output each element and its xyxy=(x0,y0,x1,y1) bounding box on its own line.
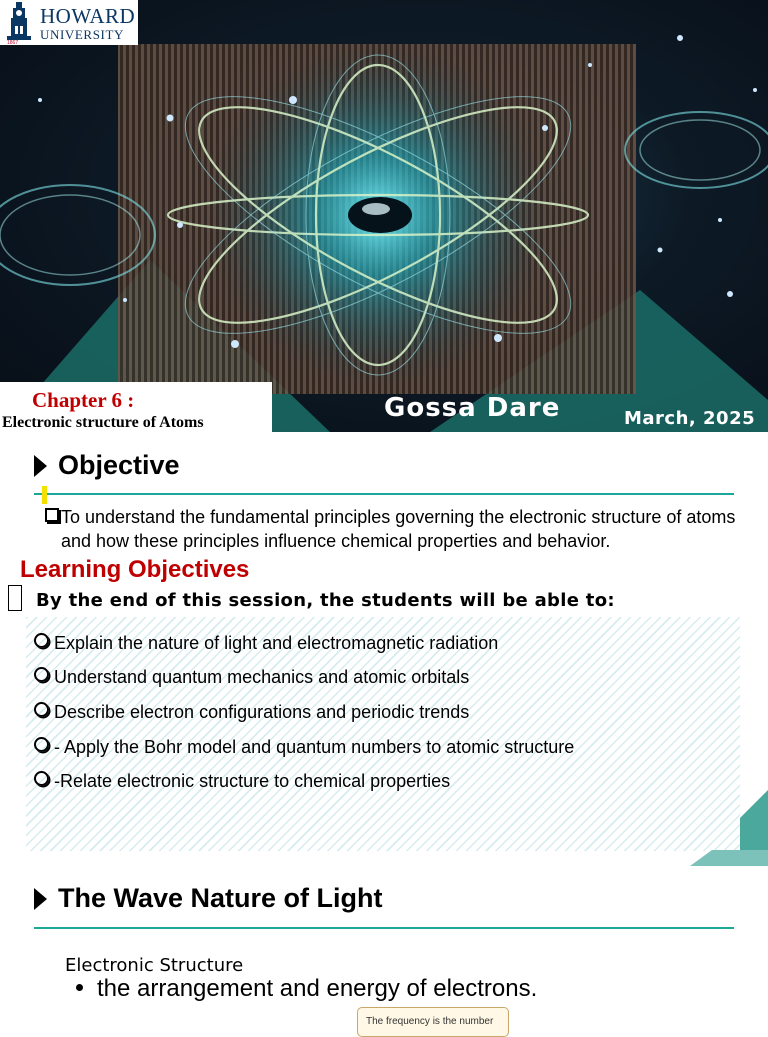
learning-objectives-intro: By the end of this session, the students will be able to: xyxy=(36,590,615,611)
circle-bullet-icon xyxy=(34,633,49,648)
chapter-subtitle: Electronic structure of Atoms xyxy=(2,414,204,431)
circle-bullet-icon xyxy=(34,771,49,786)
square-bullet-icon xyxy=(45,508,59,522)
tower-icon xyxy=(4,0,44,44)
circle-bullet-icon xyxy=(34,737,49,752)
chapter-title: Chapter 6 : xyxy=(32,388,135,412)
objective-heading: Objective xyxy=(58,450,180,480)
university-logo xyxy=(0,0,138,45)
atom-artwork xyxy=(0,0,768,432)
logo-line-2: UNIVERSITY xyxy=(40,27,124,42)
presenter-name: Gossa Dare xyxy=(384,393,561,423)
highlight-marker xyxy=(42,486,47,504)
corner-decoration xyxy=(690,790,768,866)
objective-item: -Relate electronic structure to chemical properties xyxy=(54,771,451,791)
objective-item: - Apply the Bohr model and quantum numbers to atomic structure xyxy=(54,737,575,757)
missing-glyph-icon xyxy=(8,585,22,611)
objective-item: Describe electron configurations and periodic trends xyxy=(54,702,470,722)
wave-divider xyxy=(34,927,734,929)
objective-divider xyxy=(34,493,734,495)
circle-bullet-icon xyxy=(34,667,49,682)
frequency-callout: The frequency is the number xyxy=(357,1007,509,1037)
electronic-structure-label: Electronic Structure xyxy=(65,955,244,976)
bullet-dot-icon xyxy=(76,984,83,991)
objective-item: Explain the nature of light and electromagnetic radiation xyxy=(54,633,499,653)
heading-arrow-icon xyxy=(34,888,47,910)
chapter-box xyxy=(0,382,272,432)
logo-line-1: HOWARD xyxy=(40,4,136,28)
logo-year: 1867 xyxy=(7,40,19,46)
title-slide xyxy=(0,0,768,432)
objective-item: Understand quantum mechanics and atomic orbitals xyxy=(54,667,470,687)
objective-text: To understand the fundamental principles governing the electronic structure of atoms and how these principles influence chemical properties and behavior. xyxy=(61,507,736,551)
heading-arrow-icon xyxy=(34,455,47,477)
wave-heading: The Wave Nature of Light xyxy=(58,883,383,913)
learning-objectives-title: Learning Objectives xyxy=(20,556,250,583)
electronic-structure-definition: the arrangement and energy of electrons. xyxy=(97,975,538,1002)
presentation-date: March, 2025 xyxy=(624,408,756,429)
circle-bullet-icon xyxy=(34,702,49,717)
